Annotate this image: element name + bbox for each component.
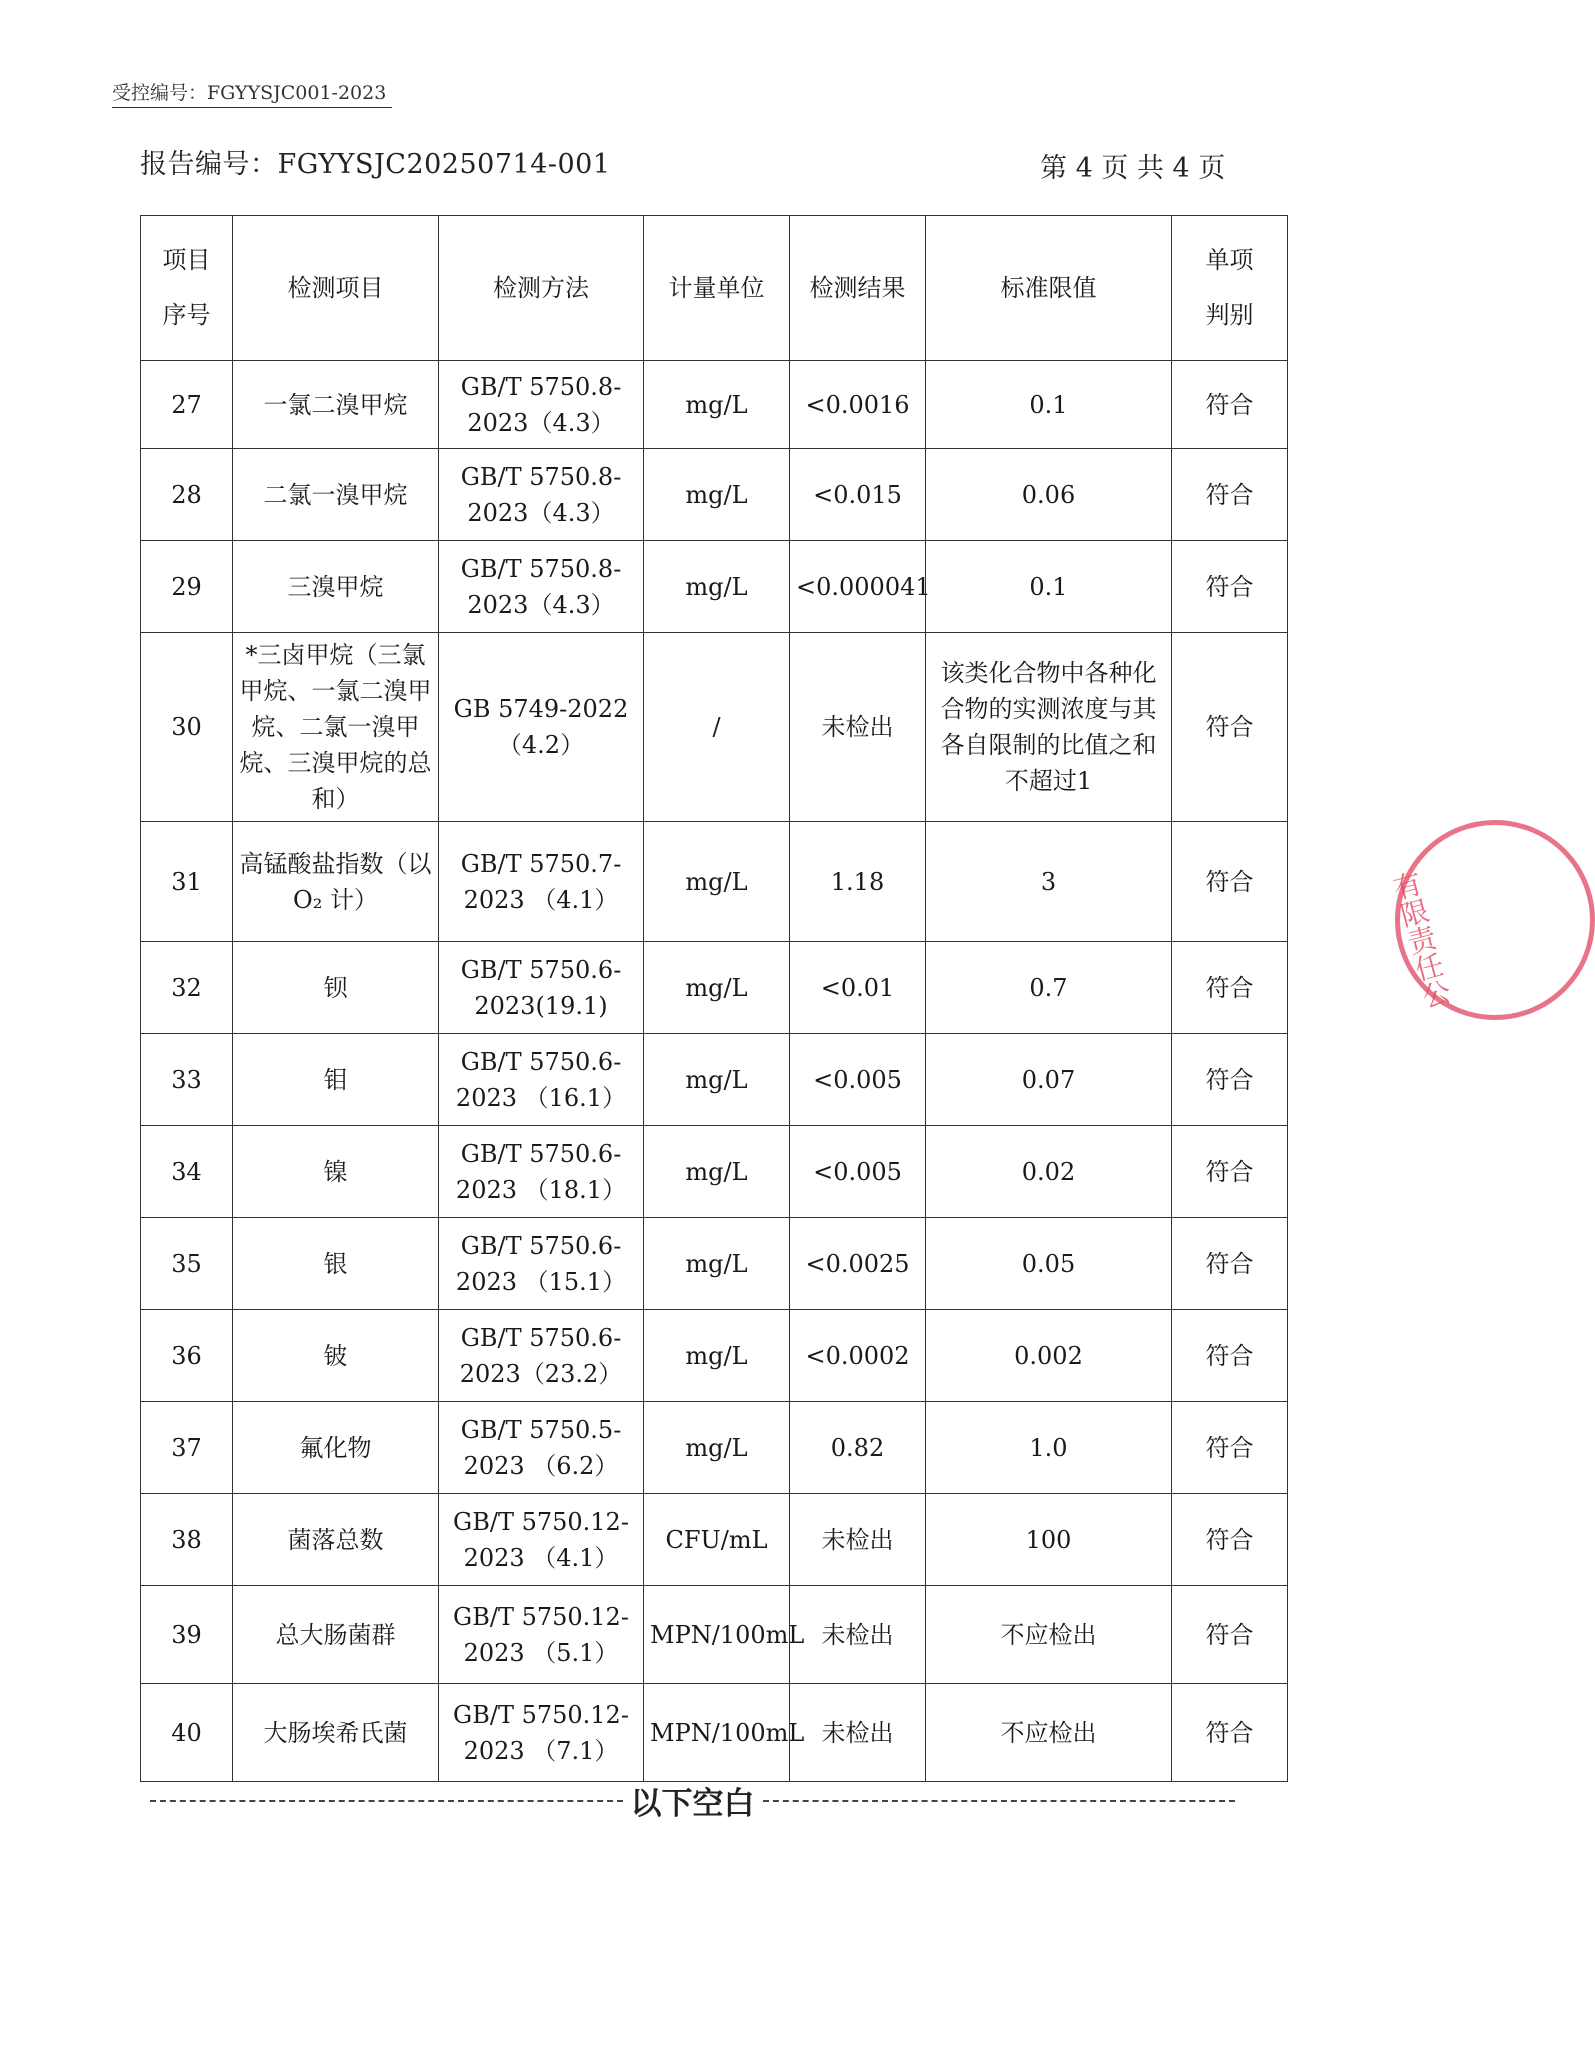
table-header-row (141, 216, 1288, 361)
row-item: *三卤甲烷（三氯甲烷、一氯二溴甲烷、二氯一溴甲烷、三溴甲烷的总和） (233, 633, 439, 822)
row-unit: mg/L (644, 449, 790, 541)
table-row (141, 1402, 1288, 1494)
row-verdict: 符合 (1172, 541, 1288, 633)
row-seq: 35 (141, 1218, 233, 1310)
row-method: GB/T 5750.12-2023 （7.1） (439, 1684, 644, 1782)
row-seq: 36 (141, 1310, 233, 1402)
row-verdict: 符合 (1172, 1494, 1288, 1586)
row-item: 银 (233, 1218, 439, 1310)
row-method: GB/T 5750.6-2023 （18.1） (439, 1126, 644, 1218)
row-seq: 30 (141, 633, 233, 822)
row-unit: CFU/mL (644, 1494, 790, 1586)
row-unit: / (644, 633, 790, 822)
row-verdict: 符合 (1172, 1586, 1288, 1684)
row-result: <0.0016 (790, 361, 926, 449)
row-unit: mg/L (644, 1218, 790, 1310)
table-row (141, 361, 1288, 449)
row-method: GB/T 5750.6-2023（23.2） (439, 1310, 644, 1402)
table-row (141, 1586, 1288, 1684)
row-result: <0.000041 (790, 541, 926, 633)
row-verdict: 符合 (1172, 633, 1288, 822)
row-seq: 28 (141, 449, 233, 541)
table-row (141, 633, 1288, 822)
table-row (141, 449, 1288, 541)
header-seq: 项目 序号 (141, 216, 233, 361)
row-result: 1.18 (790, 822, 926, 942)
row-method: GB/T 5750.12-2023 （5.1） (439, 1586, 644, 1684)
header-limit: 标准限值 (926, 216, 1172, 361)
row-method: GB/T 5750.12-2023 （4.1） (439, 1494, 644, 1586)
row-limit: 不应检出 (926, 1586, 1172, 1684)
row-result: <0.005 (790, 1034, 926, 1126)
row-seq: 38 (141, 1494, 233, 1586)
row-seq: 39 (141, 1586, 233, 1684)
blank-below-marker (150, 1778, 1235, 1823)
row-verdict: 符合 (1172, 942, 1288, 1034)
row-item: 钡 (233, 942, 439, 1034)
row-verdict: 符合 (1172, 1402, 1288, 1494)
row-item: 铍 (233, 1310, 439, 1402)
dashed-rule-left (150, 1800, 623, 1802)
row-result: <0.01 (790, 942, 926, 1034)
table-row (141, 541, 1288, 633)
table-row (141, 1034, 1288, 1126)
row-item: 镍 (233, 1126, 439, 1218)
row-result: 0.82 (790, 1402, 926, 1494)
row-unit: mg/L (644, 1310, 790, 1402)
row-method: GB 5749-2022（4.2） (439, 633, 644, 822)
row-verdict: 符合 (1172, 449, 1288, 541)
row-item: 大肠埃希氏菌 (233, 1684, 439, 1782)
row-item: 三溴甲烷 (233, 541, 439, 633)
row-method: GB/T 5750.8-2023（4.3） (439, 361, 644, 449)
row-item: 一氯二溴甲烷 (233, 361, 439, 449)
row-seq: 34 (141, 1126, 233, 1218)
row-verdict: 符合 (1172, 822, 1288, 942)
controlled-number: 受控编号：FGYYSJC001-2023 (112, 78, 392, 108)
header-unit: 计量单位 (644, 216, 790, 361)
header-verdict: 单项 判别 (1172, 216, 1288, 361)
row-method: GB/T 5750.5-2023 （6.2） (439, 1402, 644, 1494)
report-number: 报告编号：FGYYSJC20250714-001 (140, 149, 611, 180)
row-limit: 3 (926, 822, 1172, 942)
row-item: 二氯一溴甲烷 (233, 449, 439, 541)
row-verdict: 符合 (1172, 361, 1288, 449)
row-limit: 1.0 (926, 1402, 1172, 1494)
table-row (141, 1684, 1288, 1782)
row-limit: 0.05 (926, 1218, 1172, 1310)
table-row (141, 1126, 1288, 1218)
row-result: <0.005 (790, 1126, 926, 1218)
row-unit: mg/L (644, 1034, 790, 1126)
row-method: GB/T 5750.7-2023 （4.1） (439, 822, 644, 942)
row-result: <0.0025 (790, 1218, 926, 1310)
page-indicator: 第 4 页 共 4 页 (1040, 153, 1226, 184)
row-item: 总大肠菌群 (233, 1586, 439, 1684)
row-limit: 0.7 (926, 942, 1172, 1034)
table-row (141, 822, 1288, 942)
row-verdict: 符合 (1172, 1218, 1288, 1310)
row-item: 氟化物 (233, 1402, 439, 1494)
row-verdict: 符合 (1172, 1126, 1288, 1218)
header-item: 检测项目 (233, 216, 439, 361)
table-row (141, 1218, 1288, 1310)
row-seq: 31 (141, 822, 233, 942)
row-unit: mg/L (644, 1126, 790, 1218)
header-result: 检测结果 (790, 216, 926, 361)
row-result: <0.015 (790, 449, 926, 541)
row-limit: 0.002 (926, 1310, 1172, 1402)
row-limit: 该类化合物中各种化合物的实测浓度与其各自限制的比值之和不超过1 (926, 633, 1172, 822)
seal-text: 有限责任公 (1386, 867, 1455, 1012)
row-limit: 0.1 (926, 361, 1172, 449)
dashed-rule-right (763, 1800, 1236, 1802)
row-result: 未检出 (790, 1586, 926, 1684)
row-result: <0.0002 (790, 1310, 926, 1402)
row-method: GB/T 5750.8-2023（4.3） (439, 449, 644, 541)
row-limit: 0.1 (926, 541, 1172, 633)
row-limit: 不应检出 (926, 1684, 1172, 1782)
blank-below-text: 以下空白 (630, 1786, 755, 1822)
table-row (141, 942, 1288, 1034)
row-verdict: 符合 (1172, 1310, 1288, 1402)
row-result: 未检出 (790, 1494, 926, 1586)
row-verdict: 符合 (1172, 1684, 1288, 1782)
row-unit: mg/L (644, 541, 790, 633)
row-method: GB/T 5750.8-2023（4.3） (439, 541, 644, 633)
table-row (141, 1310, 1288, 1402)
row-unit: mg/L (644, 361, 790, 449)
row-method: GB/T 5750.6-2023 （15.1） (439, 1218, 644, 1310)
row-unit: mg/L (644, 1402, 790, 1494)
row-limit: 0.02 (926, 1126, 1172, 1218)
row-seq: 37 (141, 1402, 233, 1494)
row-limit: 0.07 (926, 1034, 1172, 1126)
row-seq: 27 (141, 361, 233, 449)
row-method: GB/T 5750.6-2023 （16.1） (439, 1034, 644, 1126)
row-item: 菌落总数 (233, 1494, 439, 1586)
row-seq: 32 (141, 942, 233, 1034)
row-unit: MPN/100mL (644, 1684, 790, 1782)
row-limit: 100 (926, 1494, 1172, 1586)
row-item: 高锰酸盐指数（以O₂ 计） (233, 822, 439, 942)
row-limit: 0.06 (926, 449, 1172, 541)
row-seq: 33 (141, 1034, 233, 1126)
row-item: 钼 (233, 1034, 439, 1126)
table-row (141, 1494, 1288, 1586)
header-method: 检测方法 (439, 216, 644, 361)
row-verdict: 符合 (1172, 1034, 1288, 1126)
row-unit: MPN/100mL (644, 1586, 790, 1684)
row-result: 未检出 (790, 1684, 926, 1782)
results-table (140, 215, 1288, 1782)
row-unit: mg/L (644, 822, 790, 942)
row-seq: 29 (141, 541, 233, 633)
row-unit: mg/L (644, 942, 790, 1034)
row-seq: 40 (141, 1684, 233, 1782)
row-method: GB/T 5750.6-2023(19.1) (439, 942, 644, 1034)
row-result: 未检出 (790, 633, 926, 822)
